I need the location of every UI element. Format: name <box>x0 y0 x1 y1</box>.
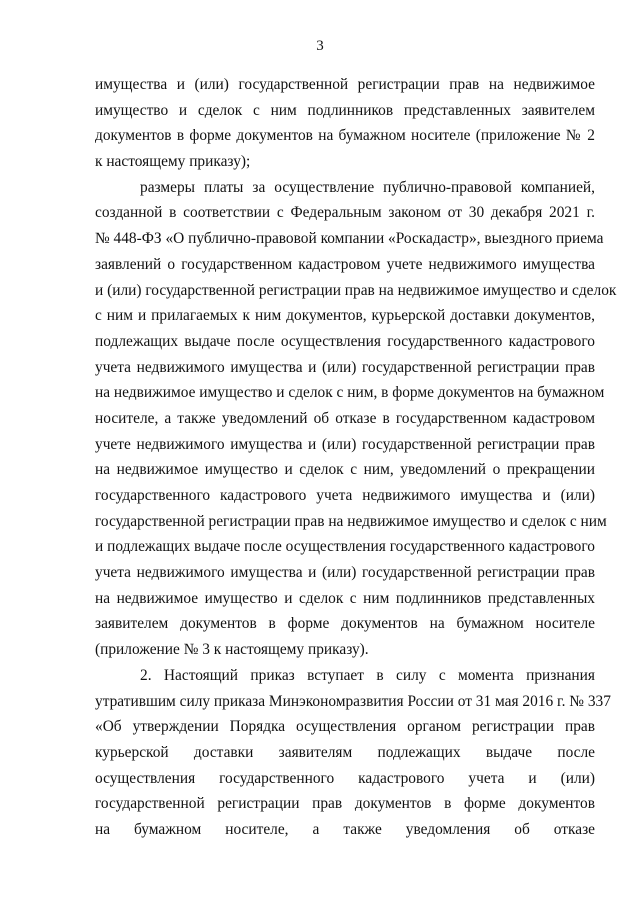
text-line: на бумажном носителе, а также уведомления об отказе <box>95 820 595 838</box>
text-line: заявителем документов в форме документов на бумажном носителе <box>95 615 595 633</box>
text-line: учета недвижимого имущества и (или) государственной регистрации прав <box>95 358 595 376</box>
text-line: к настоящему приказу); <box>95 153 251 171</box>
text-line: с ним и прилагаемых к ним документов, курьерской доставки документов, <box>95 307 595 325</box>
document-body <box>95 72 617 843</box>
text-line: утратившим силу приказа Минэкономразвития России от 31 мая 2016 г. № 337 <box>95 692 611 710</box>
text-line: имущества и (или) государственной регистрации прав на недвижимое <box>95 76 595 93</box>
text-line: государственной регистрации прав документов в форме документов <box>95 795 595 813</box>
text-line: государственного кадастрового учета недвижимого имущества и (или) <box>95 487 595 504</box>
text-line: созданной в соответствии с Федеральным законом от 30 декабря 2021 г. <box>95 204 595 222</box>
text-line: на недвижимое имущество и сделок с ним, в форме документов на бумажном <box>95 384 605 402</box>
text-line: и (или) государственной регистрации прав на недвижимое имущество и сделок <box>95 281 617 299</box>
text-line: подлежащих выдаче после осуществления государственного кадастрового <box>95 332 595 350</box>
paragraph-start: размеры платы за осуществление публично-правовой компанией, <box>140 178 595 196</box>
text-line: учете недвижимого имущества и (или) государственной регистрации прав <box>95 435 595 453</box>
text-line: документов в форме документов на бумажном носителе (приложение № 2 <box>95 127 595 145</box>
page-number: 3 <box>316 38 324 54</box>
text-line: на недвижимое имущество и сделок с ним, уведомлений о прекращении <box>95 461 595 479</box>
text-line: государственной регистрации прав на недвижимое имущество и сделок с ним <box>95 512 607 530</box>
text-line: курьерской доставки заявителям подлежащих выдаче после <box>95 743 595 761</box>
text-line: учета недвижимого имущества и (или) государственной регистрации прав <box>95 564 595 582</box>
text-line: заявлений о государственном кадастровом учете недвижимого имущества <box>95 255 595 273</box>
text-line: (приложение № 3 к настоящему приказу). <box>95 641 369 659</box>
text-line: и подлежащих выдаче после осуществления государственного кадастрового <box>95 538 595 556</box>
text-line: имущество и сделок с ним подлинников представленных заявителем <box>95 101 595 119</box>
text-line: «Об утверждении Порядка осуществления органом регистрации прав <box>95 718 595 736</box>
paragraph-start: 2. Настоящий приказ вступает в силу с момента признания <box>140 666 595 684</box>
text-line: осуществления государственного кадастрового учета и (или) <box>95 769 595 787</box>
text-line: № 448-ФЗ «О публично-правовой компании «Роскадастр», выездного приема <box>95 230 604 248</box>
text-line: носителе, а также уведомлений об отказе в государственном кадастровом <box>95 409 595 427</box>
text-line: на недвижимое имущество и сделок с ним подлинников представленных <box>95 589 595 607</box>
